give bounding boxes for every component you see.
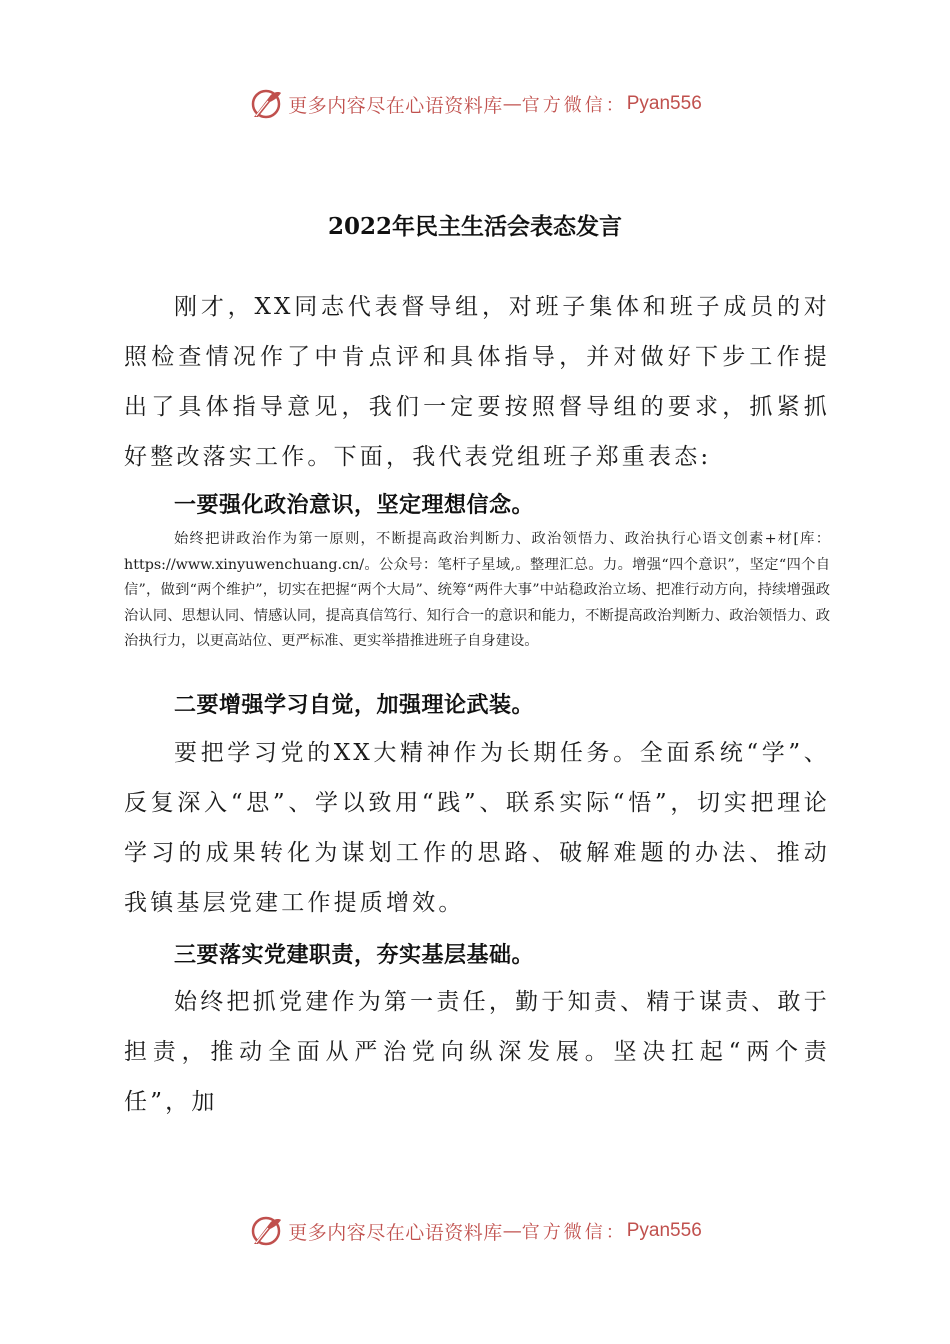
section-heading-2: 二要增强学习自觉，加强理论武装。 — [174, 693, 535, 718]
watermark-dash: — — [502, 1220, 522, 1242]
quill-logo-icon — [248, 86, 284, 122]
quill-logo-icon — [248, 1213, 284, 1249]
watermark-wechat-label: 官方微信： — [521, 1222, 627, 1243]
watermark-wechat-label: 官方微信： — [521, 95, 627, 116]
section-body-1: 始终把讲政治作为第一原则，不断提高政治判断力、政治领悟力、政治执行心语文创素+材[库：https://www.xinyuwenchuang.cn/。公众号：笔杆子星域,。整理汇总。力。增强“四个意识”，坚定“四个自信”，做到“两个维护”，切实在把握“两个大局”、统筹“两件大事”中站稳政治立场、把准行动方向，持续增强政治认同、思想认同、情感认同，提高真信笃行、知行合一的意识和能力，不断提高政治判断力、政治领悟力、政治执行力，以更高站位、更严标准、更实举措推进班子自身建设。 — [124, 531, 830, 649]
watermark-banner-bottom — [0, 1211, 950, 1251]
watermark-wechat-id: Pyan556 — [626, 93, 702, 114]
watermark-dash: — — [502, 93, 522, 115]
section-body-2: 要把学习党的XX大精神作为长期任务。全面系统“学”、反复深入“思”、学以致用“践”、联系实际“悟”，切实把理论学习的成果转化为谋划工作的思路、破解难题的办法、推动我镇基层党建工作提质增效。 — [124, 740, 830, 916]
watermark-banner-top — [0, 84, 950, 124]
document-title: 2022年民主生活会表态发言 — [327, 213, 622, 240]
watermark-brand: 更多内容尽在心语资料库 — [288, 1221, 503, 1244]
watermark-wechat-id: Pyan556 — [626, 1220, 702, 1241]
section-heading-3: 三要落实党建职责，夯实基层基础。 — [174, 943, 535, 968]
section-heading-1: 一要强化政治意识，坚定理想信念。 — [174, 493, 535, 518]
section-body-3: 始终把抓党建作为第一责任，勤于知责、精于谋责、敢于担责，推动全面从严治党向纵深发展。坚决扛起“两个责任”，加 — [124, 989, 830, 1115]
intro-paragraph: 刚才，XX同志代表督导组，对班子集体和班子成员的对照检查情况作了中肯点评和具体指导，并对做好下步工作提出了具体指导意见，我们一定要按照督导组的要求，抓紧抓好整改落实工作。下面，我代表党组班子郑重表态: — [124, 294, 830, 470]
watermark-brand: 更多内容尽在心语资料库 — [288, 94, 503, 117]
